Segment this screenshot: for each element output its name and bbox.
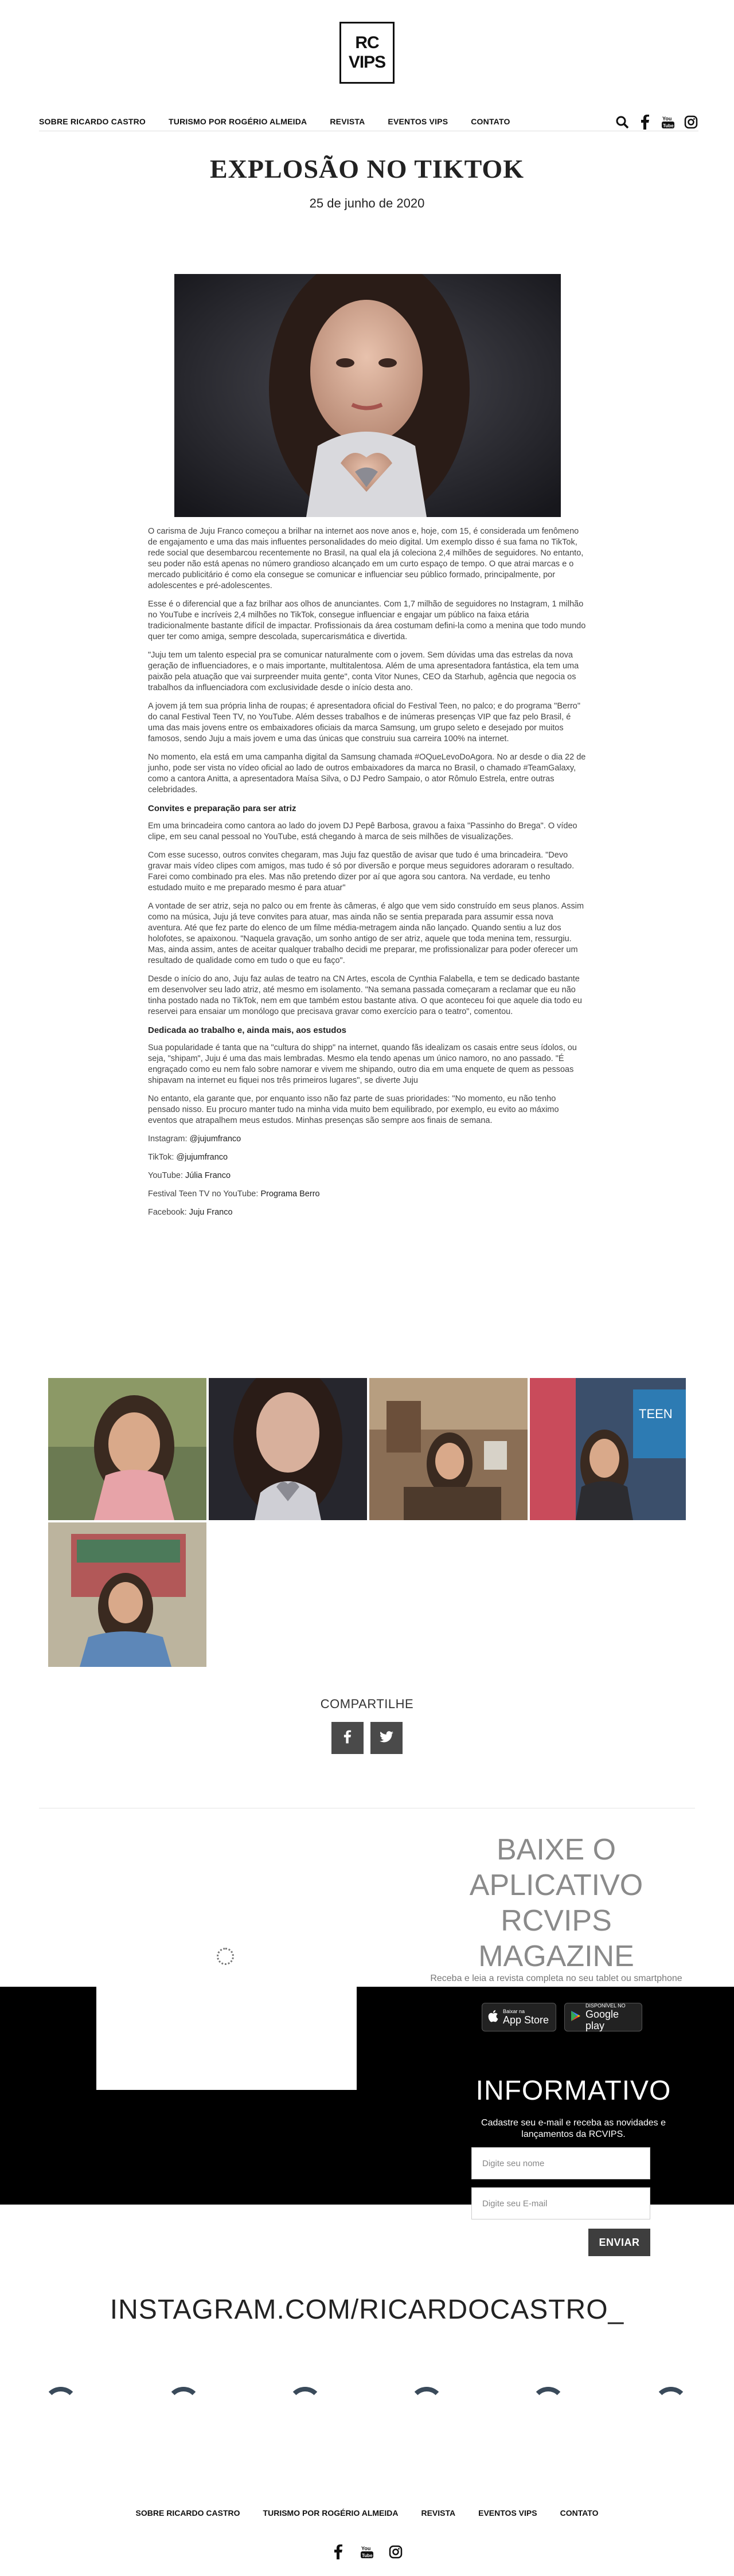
gallery-photo[interactable] [209, 1378, 367, 1520]
article-paragraph: Esse é o diferencial que a faz brilhar aos olhos de anunciantes. Com 1,7 milhão de seguidores no Instagram, 1 milhão no YouTube e incríveis 2,4 milhões no TikTok, consegue influenciar e engajar um público na faixa etária tradicionalmente bastante difícil de impactar. Profissionais da área costumam defini-la como a menina que todo mundo quer ter como amiga, sempre descolada, supercarismática e divertida. [148, 600, 586, 641]
facebook-icon[interactable] [638, 115, 653, 130]
app-promo-title: BAIXE O APLICATIVO RCVIPS MAGAZINE [469, 1833, 643, 1973]
article-paragraph: Com esse sucesso, outros convites chegaram, mas Juju faz questão de avisar que tudo é uma brincadeira. "Devo gravar mais vídeo clipes com amigos, mas tudo é só por diversão e porque meus seguidores adoraram o resultado. Farei como combinado pra eles. Mas não pretendo dizer por aí que agora sou cantora. Na verdade, eu tenho estudado muito e me preparado mesmo é para atuar" [148, 851, 575, 892]
logo-line-1: RC [355, 33, 379, 52]
article-paragraph: No entanto, ela garante que, por enquanto isso não faz parte de suas prioridades: "No momento, eu não tenho pensado nisso. Eu procuro manter tudo na minha vida muito bem equilibrado, por exemplo, eu evito ao máximo eventos que atrapalhem meus estudos. Minhas presenças são sempre aos finais de semana. [148, 1094, 559, 1125]
facebook-icon[interactable] [330, 2544, 346, 2560]
twitter-icon [380, 1731, 393, 1745]
logo-line-2: VIPS [348, 53, 386, 72]
social-link-row: Facebook: Juju Franco [148, 1208, 233, 1217]
footer-item-contato[interactable]: CONTATO [560, 2508, 599, 2518]
article-paragraph: Sua popularidade é tanta que na "cultura do shipp" na internet, quando fãs idealizam os casais entre seus ídolos, ou seja, "shipam", Juju é uma das mais lembradas. Mesmo ela tendo apenas um único namoro, no ano passado. "É engraçado como eu nem falo sobre namorar e vivem me shipando, outro dia em uma enquete de quem as pessoas shipavam na internet eu fiquei nos três primeiros lugares", se diverte Juju [148, 1043, 577, 1085]
svg-text:You: You [662, 116, 672, 122]
article-body [148, 526, 586, 1226]
nav-item-contato[interactable]: CONTATO [471, 117, 510, 126]
search-icon[interactable] [615, 115, 630, 130]
social-link-row: Instagram: @jujumfranco [148, 1134, 241, 1144]
footer-item-sobre[interactable]: SOBRE RICARDO CASTRO [135, 2508, 240, 2518]
apple-icon [488, 2010, 498, 2025]
article-paragraph: Em uma brincadeira como cantora ao lado do jovem DJ Pepê Barbosa, gravou a faixa "Passinho do Brega". O vídeo clipe, em seu canal pessoal no YouTube, está chegando à marca de seis milhões de visualizações. [148, 821, 577, 841]
newsletter-send-button[interactable]: ENVIAR [588, 2229, 650, 2256]
facebook-page-link[interactable]: Juju Franco [189, 1208, 233, 1217]
footer-item-revista[interactable]: REVISTA [421, 2508, 456, 2518]
svg-text:Tube: Tube [362, 2553, 373, 2558]
article-paragraph: Desde o início do ano, Juju faz aulas de teatro na CN Artes, escola de Cynthia Falabella, e tem se dedicado bastante em desenvolver seu lado atriz, até mesmo em isolamento. "Na semana passada começaram a reclamar que eu não tinha postado nada no TikTok, nem em que também estou bastante ativa. O que aconteceu foi que aquele dia todo eu reservei para ensaiar um monólogo que precisava gravar como exercício para o teatro", comentou. [148, 974, 582, 1016]
app-store-button[interactable]: Baixar na App Store [482, 2003, 556, 2031]
nav-icons [615, 115, 698, 130]
nav-item-revista[interactable]: REVISTA [330, 117, 365, 126]
newsletter-subtitle: Cadastre seu e-mail e receba as novidades e lançamentos da RCVIPS. [481, 2118, 666, 2139]
nav-item-turismo[interactable]: TURISMO POR ROGÉRIO ALMEIDA [169, 117, 307, 126]
nav-item-sobre[interactable]: SOBRE RICARDO CASTRO [39, 117, 146, 126]
gallery-photo[interactable] [369, 1378, 528, 1520]
share-title: COMPARTILHE [320, 1697, 414, 1711]
instagram-loading-icon [654, 2387, 688, 2421]
article-paragraph: No momento, ela está em uma campanha digital da Samsung chamada #OQueLevoDoAgora. No ar desde o dia 22 de junho, pode ser vista no vídeo oficial ao lado de outros embaixadores da marca no Brasil, o chamado #TeamGalaxy, como a cantora Anitta, a apresentadora Maísa Silva, o DJ Pedro Sampaio, o ator Rômulo Estrela, entre outras celebridades. [148, 753, 586, 794]
instagram-handle-link[interactable]: @jujumfranco [189, 1134, 241, 1144]
share-facebook-button[interactable] [331, 1722, 364, 1754]
hero-photo [174, 274, 561, 517]
article-subheading: Dedicada ao trabalho e, ainda mais, aos estudos [148, 1025, 346, 1035]
instagram-loading-icon [44, 2387, 78, 2421]
instagram-icon[interactable] [388, 2544, 404, 2560]
instagram-icon[interactable] [684, 115, 698, 130]
instagram-loading-icon [166, 2387, 201, 2421]
main-nav [39, 110, 698, 133]
social-link-row: YouTube: Júlia Franco [148, 1171, 231, 1180]
article-paragraph: "Juju tem um talento especial pra se comunicar naturalmente com o jovem. Sem dúvidas uma das estrelas da nova geração de influenciadores, e o mais importante, multitalentosa. Além de uma apresentadora fantástica, ela tem uma paixão pela atuação que vai surpreender muita gente", conta Vitor Nunes, CEO da Starhub, agência que negocia os trabalhos da influenciadora com exclusividade desde o início desta ano. [148, 651, 579, 692]
article-paragraph: A jovem já tem sua própria linha de roupas; é apresentadora oficial do Festival Teen, no palco; e do programa "Berro" do canal Festival Teen TV, no YouTube. Além desses trabalhos e de inúmeras presenças VIP que faz pelo Brasil, é uma das mais jovens entre os embaixadores oficiais da marca Samsung, um grupo seleto e desejado por muitos famosos, sendo Juju a mais jovem e uma das únicas que construiu sua carreira 100% na internet. [148, 702, 580, 743]
instagram-loading-icon [409, 2387, 444, 2421]
social-link-row: TikTok: @jujumfranco [148, 1153, 228, 1162]
google-play-button[interactable]: DISPONÍVEL NO Google play [564, 2003, 642, 2031]
footer-item-turismo[interactable]: TURISMO POR ROGÉRIO ALMEIDA [263, 2508, 399, 2518]
svg-text:TEEN: TEEN [639, 1407, 673, 1421]
footer-item-eventos[interactable]: EVENTOS VIPS [478, 2508, 537, 2518]
youtube-channel-link[interactable]: Júlia Franco [185, 1171, 231, 1180]
tiktok-handle-link[interactable]: @jujumfranco [176, 1153, 228, 1162]
instagram-loading-icon [531, 2387, 565, 2421]
share-twitter-button[interactable] [370, 1722, 403, 1754]
google-play-icon [571, 2010, 581, 2025]
article-date: 25 de junho de 2020 [309, 196, 425, 210]
article-paragraph: O carisma de Juju Franco começou a brilhar na internet aos nove anos e, hoje, com 15, é considerada um fenômeno de engajamento e uma das mais influentes personalidades do meio digital. Um exemplo disso é sua fama no TikTok, rede social que desembarcou recentemente no Brasil, na qual ela já coleciona 2,4 milhões de seguidores. No entanto, seu poder não está apenas no número grandioso alcançado em um curto espaço de tempo. O que atrai marcas e o mercado publicitário é como ela consegue se comunicar e influenciar seu público formado, principalmente, por adolescentes e pré-adolescentes. [148, 527, 584, 590]
article-paragraph: A vontade de ser atriz, seja no palco ou em frente às câmeras, é algo que vem sido construído em seus planos. Assim como na música, Juju já teve convites para atuar, mas ainda não se sentia preparada para assumir essa nova aventura. Até que fez parte do elenco de um filme média-metragem ainda não lançado. Quando sentiu a luz dos holofotes, se apaixonou. "Naquela gravação, um sonho antigo de ser atriz, aquele que toda menina tem, ressurgiu. Mas, ainda assim, antes de aceitar qualquer trabalho decidi me preparar, me profissionalizar para poder oferecer um resultado de qualidade como em tudo o que eu faço". [148, 902, 584, 965]
svg-text:You: You [361, 2546, 371, 2551]
nav-item-eventos[interactable]: EVENTOS VIPS [388, 117, 448, 126]
youtube-icon[interactable] [661, 115, 676, 130]
social-link-row: Festival Teen TV no YouTube: Programa Berro [148, 1189, 320, 1199]
newsletter-email-input[interactable]: Digite seu E-mail [471, 2187, 650, 2219]
facebook-icon [343, 1730, 352, 1747]
gallery-photo[interactable] [48, 1522, 206, 1667]
promo-image-placeholder [96, 1987, 357, 2090]
programa-berro-link[interactable]: Programa Berro [260, 1189, 320, 1199]
gallery-photo[interactable] [48, 1378, 206, 1520]
youtube-icon[interactable] [359, 2544, 375, 2560]
footer-social-icons [0, 2544, 734, 2560]
footer-nav [0, 2508, 734, 2518]
newsletter-name-input[interactable]: Digite seu nome [471, 2147, 650, 2179]
app-promo-subtitle: Receba e leia a revista completa no seu tablet ou smartphone [430, 1974, 682, 1983]
site-logo[interactable] [339, 22, 395, 84]
article-subheading: Convites e preparação para ser atriz [148, 804, 296, 813]
gallery-photo[interactable] [530, 1378, 686, 1520]
newsletter-title: INFORMATIVO [475, 2076, 671, 2106]
instagram-link[interactable]: INSTAGRAM.COM/RICARDOCASTRO_ [110, 2295, 624, 2325]
article-title: EXPLOSÃO NO TIKTOK [210, 154, 524, 183]
instagram-loading-icon [288, 2387, 322, 2421]
svg-text:Tube: Tube [663, 123, 674, 128]
loading-spinner-icon [217, 1948, 234, 1965]
